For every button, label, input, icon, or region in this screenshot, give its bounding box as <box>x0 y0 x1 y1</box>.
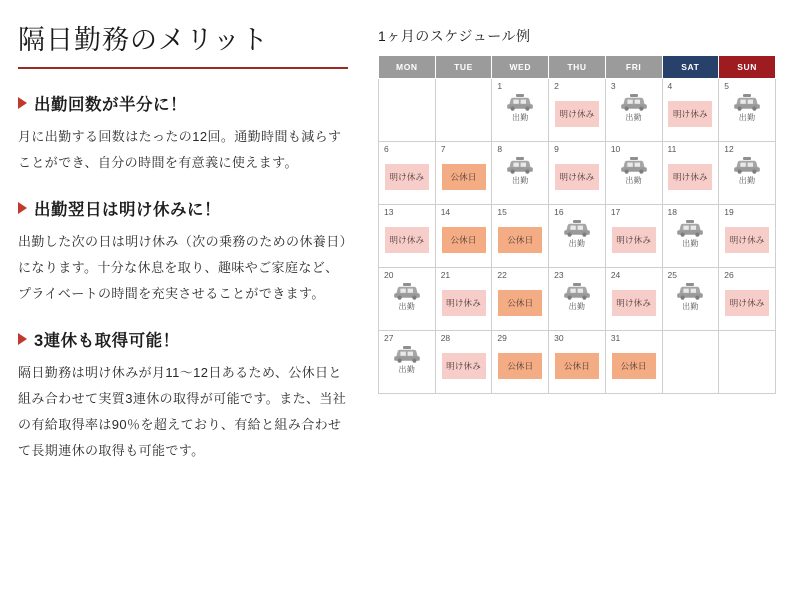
benefit-heading-3: 3連休も取得可能！ <box>34 332 180 350</box>
calendar-day-number: 24 <box>610 270 621 280</box>
calendar-cell-content <box>436 343 492 391</box>
benefit-heading-row-3 <box>18 327 348 351</box>
triangle-bullet-icon <box>18 97 27 109</box>
work-label: 出勤 <box>511 112 529 122</box>
after-shift-rest-tag: 明け休み <box>725 290 769 316</box>
work-label: 出勤 <box>398 364 416 374</box>
calendar-day-number: 3 <box>610 81 616 91</box>
calendar-day-number: 25 <box>667 270 677 280</box>
after-shift-rest-tag: 明け休み <box>555 164 599 190</box>
taxi-icon <box>732 156 762 174</box>
public-holiday-tag: 公休日 <box>442 164 486 190</box>
benefit-heading-row-1 <box>18 91 348 115</box>
public-holiday-tag: 公休日 <box>498 290 542 316</box>
calendar-cell-content <box>549 154 605 202</box>
benefit-body-3: 隔日勤務は明け休みが月11〜12日あるため、公休日と組み合わせて実質3連休の取得が可能です。また、当社の有給取得率は90％を超えており、有給と組み合わせて長期連休の取得も可能です。 <box>18 365 347 458</box>
calendar-cell <box>549 205 606 268</box>
calendar-cell-content <box>436 217 492 265</box>
calendar-cell-content <box>549 343 605 391</box>
calendar-cell <box>719 268 776 331</box>
work-label: 出勤 <box>398 301 416 311</box>
calendar-title: 1ヶ月のスケジュール例 <box>378 28 531 44</box>
calendar-header-tue: TUE <box>435 56 492 79</box>
benefit-heading-row-2 <box>18 196 348 220</box>
calendar-cell <box>605 268 662 331</box>
calendar-cell <box>605 142 662 205</box>
calendar-cell <box>492 142 549 205</box>
benefit-body-2: 出勤した次の日は明け休み（次の乗務のための休養日）になります。十分な休息を取り、趣味やご家庭など、プライベートの時間を充実させることができます。 <box>18 234 347 301</box>
calendar-cell <box>662 79 719 142</box>
taxi-icon <box>562 219 592 237</box>
calendar-day-number: 5 <box>724 81 729 91</box>
calendar-cell <box>719 205 776 268</box>
public-holiday-tag: 公休日 <box>498 227 542 253</box>
calendar-cell-empty <box>662 331 719 394</box>
calendar-day-number: 14 <box>440 207 451 217</box>
benefit-item-2 <box>18 196 348 307</box>
taxi-icon <box>392 345 422 363</box>
calendar-cell-content <box>719 91 775 139</box>
calendar-cell-content <box>436 82 492 130</box>
calendar-cell <box>435 331 492 394</box>
calendar-day-number: 19 <box>724 207 734 217</box>
calendar-header-mon: MON <box>379 56 436 79</box>
calendar-day-number: 4 <box>667 81 673 91</box>
calendar-cell-content <box>379 154 435 202</box>
calendar-cell-content <box>492 217 548 265</box>
calendar-cell-content <box>719 217 775 265</box>
calendar-cell-content <box>663 280 719 328</box>
work-label: 出勤 <box>682 238 699 248</box>
calendar-cell-content <box>492 154 548 202</box>
calendar-day-number: 16 <box>554 207 564 217</box>
calendar-cell-content <box>663 154 719 202</box>
taxi-icon <box>562 282 592 300</box>
calendar-cell-content <box>379 217 435 265</box>
work-label: 出勤 <box>625 175 642 185</box>
after-shift-rest-tag: 明け休み <box>612 227 656 253</box>
calendar-day-number: 30 <box>554 333 564 343</box>
schedule-calendar <box>378 55 776 394</box>
calendar-day-number: 1 <box>497 81 503 91</box>
after-shift-rest-tag: 明け休み <box>442 290 486 316</box>
after-shift-rest-tag: 明け休み <box>612 290 656 316</box>
calendar-cell-content <box>549 217 605 265</box>
calendar-header-sun: SUN <box>719 56 776 79</box>
calendar-day-number: 13 <box>384 207 394 217</box>
calendar-cell-content <box>379 343 435 391</box>
calendar-day-number: 29 <box>497 333 507 343</box>
calendar-day-number: 27 <box>384 333 394 343</box>
calendar-cell <box>492 79 549 142</box>
calendar-day-number: 11 <box>667 144 677 154</box>
calendar-cell-content <box>606 154 662 202</box>
calendar-day-number: 10 <box>610 144 621 154</box>
calendar-cell-content <box>436 280 492 328</box>
calendar-cell <box>662 268 719 331</box>
calendar-cell-content <box>549 91 605 139</box>
after-shift-rest-tag: 明け休み <box>385 227 429 253</box>
calendar-cell <box>492 331 549 394</box>
benefit-item-3 <box>18 327 348 464</box>
calendar-cell-content <box>549 280 605 328</box>
work-label: 出勤 <box>738 175 756 185</box>
work-label: 出勤 <box>568 238 586 248</box>
calendar-cell-content <box>492 91 548 139</box>
calendar-day-number: 23 <box>554 270 564 280</box>
calendar-day-number: 17 <box>610 207 621 217</box>
work-label: 出勤 <box>511 175 529 185</box>
calendar-cell-content <box>606 280 662 328</box>
title-divider <box>18 67 348 69</box>
calendar-cell <box>549 331 606 394</box>
work-label: 出勤 <box>682 301 699 311</box>
calendar-cell-content <box>492 280 548 328</box>
calendar-week-row <box>379 205 776 268</box>
page-title: 隔日勤務のメリット <box>18 25 269 55</box>
calendar-cell <box>549 79 606 142</box>
calendar-cell-content <box>663 217 719 265</box>
calendar-week-row <box>379 79 776 142</box>
calendar-cell-content <box>719 334 775 382</box>
calendar-cell <box>435 205 492 268</box>
calendar-cell <box>435 268 492 331</box>
after-shift-rest-tag: 明け休み <box>555 101 599 127</box>
calendar-column <box>378 26 778 394</box>
taxi-icon <box>675 282 705 300</box>
calendar-day-number: 28 <box>440 333 451 343</box>
calendar-cell <box>379 331 436 394</box>
calendar-cell <box>379 142 436 205</box>
calendar-cell <box>662 205 719 268</box>
calendar-cell-content <box>606 91 662 139</box>
calendar-cell-content <box>436 154 492 202</box>
calendar-cell-empty <box>719 331 776 394</box>
calendar-cell <box>379 205 436 268</box>
calendar-cell <box>379 268 436 331</box>
public-holiday-tag: 公休日 <box>442 227 486 253</box>
calendar-header-wed: WED <box>492 56 549 79</box>
calendar-day-number: 20 <box>384 270 394 280</box>
benefit-body-1: 月に出勤する回数はたったの12回。通勤時間も減らすことができ、自分の時間を有意義に使えます。 <box>18 129 342 170</box>
public-holiday-tag: 公休日 <box>498 353 542 379</box>
calendar-cell-content <box>719 154 775 202</box>
calendar-cell <box>719 142 776 205</box>
calendar-cell-empty <box>435 79 492 142</box>
triangle-bullet-icon <box>18 333 27 345</box>
work-label: 出勤 <box>568 301 586 311</box>
calendar-cell <box>549 268 606 331</box>
calendar-cell-content <box>663 334 719 382</box>
calendar-cell <box>492 205 549 268</box>
taxi-icon <box>505 156 535 174</box>
public-holiday-tag: 公休日 <box>612 353 656 379</box>
calendar-cell-content <box>606 343 662 391</box>
after-shift-rest-tag: 明け休み <box>442 353 486 379</box>
calendar-cell-empty <box>379 79 436 142</box>
calendar-header-sat: SAT <box>662 56 719 79</box>
public-holiday-tag: 公休日 <box>555 353 599 379</box>
taxi-icon <box>619 156 649 174</box>
calendar-cell-content <box>606 217 662 265</box>
calendar-day-number: 2 <box>554 81 559 91</box>
benefit-heading-1: 出勤回数が半分に！ <box>34 96 187 114</box>
benefits-column <box>18 18 348 484</box>
calendar-cell <box>605 331 662 394</box>
after-shift-rest-tag: 明け休み <box>385 164 429 190</box>
calendar-cell <box>549 142 606 205</box>
calendar-day-number: 26 <box>724 270 734 280</box>
calendar-header-thu: THU <box>549 56 606 79</box>
benefit-item-1 <box>18 91 348 176</box>
taxi-icon <box>392 282 422 300</box>
calendar-cell-content <box>663 91 719 139</box>
calendar-week-row <box>379 268 776 331</box>
work-label: 出勤 <box>625 112 642 122</box>
calendar-cell <box>662 142 719 205</box>
calendar-day-number: 22 <box>497 270 507 280</box>
calendar-day-number: 15 <box>497 207 507 217</box>
calendar-day-number: 8 <box>497 144 503 154</box>
calendar-header-row <box>379 56 776 79</box>
taxi-icon <box>675 219 705 237</box>
taxi-icon <box>505 93 535 111</box>
calendar-cell <box>605 205 662 268</box>
calendar-cell <box>605 79 662 142</box>
calendar-week-row <box>379 142 776 205</box>
calendar-week-row <box>379 331 776 394</box>
taxi-icon <box>619 93 649 111</box>
after-shift-rest-tag: 明け休み <box>668 164 712 190</box>
calendar-day-number: 6 <box>384 144 389 154</box>
calendar-day-number: 12 <box>724 144 734 154</box>
after-shift-rest-tag: 明け休み <box>668 101 712 127</box>
calendar-cell-content <box>379 82 435 130</box>
calendar-day-number: 31 <box>610 333 621 343</box>
calendar-day-number: 9 <box>554 144 559 154</box>
calendar-body <box>379 79 776 394</box>
calendar-cell-content <box>719 280 775 328</box>
work-label: 出勤 <box>738 112 756 122</box>
triangle-bullet-icon <box>18 202 27 214</box>
calendar-cell <box>719 79 776 142</box>
calendar-cell-content <box>379 280 435 328</box>
calendar-header-fri: FRI <box>605 56 662 79</box>
taxi-icon <box>732 93 762 111</box>
calendar-cell <box>492 268 549 331</box>
benefit-heading-2: 出勤翌日は明け休みに！ <box>34 201 221 219</box>
calendar-day-number: 21 <box>440 270 451 280</box>
calendar-cell-content <box>492 343 548 391</box>
calendar-day-number: 18 <box>667 207 677 217</box>
calendar-day-number: 7 <box>440 144 446 154</box>
calendar-cell <box>435 142 492 205</box>
after-shift-rest-tag: 明け休み <box>725 227 769 253</box>
